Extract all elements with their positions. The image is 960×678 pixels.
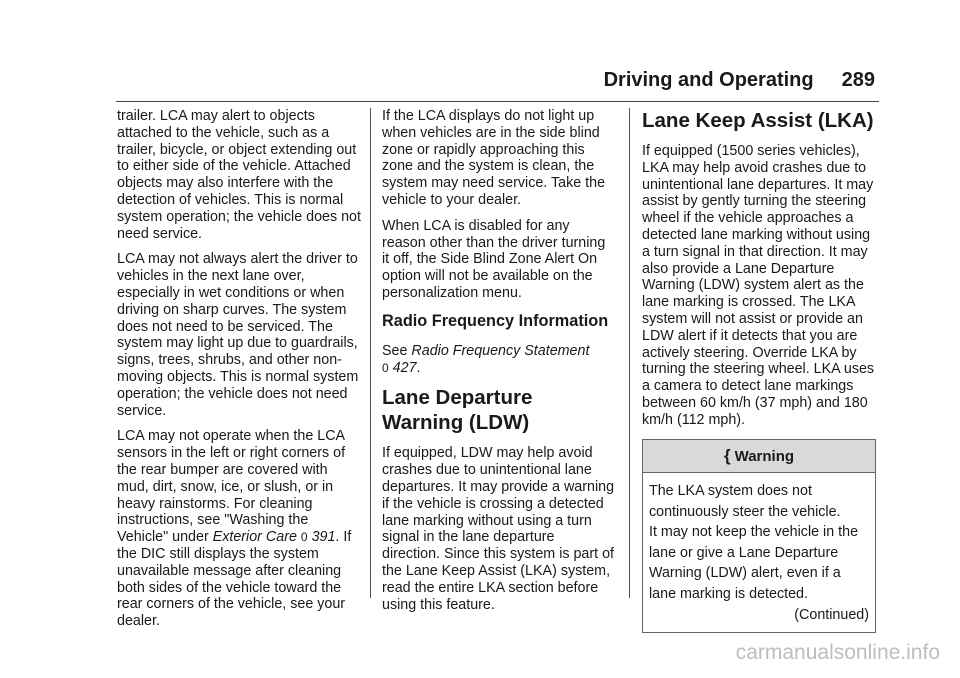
header-rule <box>116 101 879 102</box>
exterior-care-link[interactable]: Exterior Care <box>212 529 297 546</box>
warning-line: Warning (LDW) alert, even if a <box>649 565 841 582</box>
heading-line: Lane Departure <box>382 386 533 410</box>
warning-body <box>643 473 875 632</box>
warning-title: Warning <box>734 447 795 465</box>
warning-header <box>643 440 875 474</box>
section-title: Driving and Operating <box>603 69 814 91</box>
warning-icon: { <box>723 445 731 465</box>
heading-radio-frequency: Radio Frequency Information <box>382 311 609 330</box>
paragraph: trailer. LCA may alert to objects attached to the vehicle, such as a trailer, bicycle, or object extending out to either side of the vehicle. Attached objects may also interfere with the detection of vehicles. This is normal system operation; the vehicle does not need service. <box>117 108 361 242</box>
paragraph: See Radio Frequency Statement 0 427. <box>382 342 590 376</box>
text: . If the DIC still displays the system unavailable message after cleaning both sides of the vehicle toward the rear corners of the vehicle, see your dealer. <box>117 529 352 630</box>
warning-line: It may not keep the vehicle in the <box>649 524 859 541</box>
text: LCA may not operate when the LCA sensors in the left or right corners of the rear bumper are covered with mud, dirt, snow, ice, or slush, or in heavy rainstorms. For cleaning instructions, see "Washing the Vehicle" under <box>117 428 346 546</box>
watermark: carmanualsonline.info <box>735 641 940 664</box>
column-3 <box>642 108 879 633</box>
page-ref-icon: 0 <box>300 530 308 545</box>
heading-line: Warning (LDW) <box>382 411 530 435</box>
warning-line: continuously steer the vehicle. <box>649 503 841 520</box>
page-number: 289 <box>841 69 875 91</box>
text: See <box>382 342 412 359</box>
page-ref-number[interactable]: 427 <box>392 359 417 376</box>
page-header <box>604 69 875 92</box>
paragraph: If the LCA displays do not light up when vehicles are in the side blind zone or rapidly approaching this zone and the system is clean, the system may need service. Take the vehicle to your dealer. <box>382 108 606 208</box>
paragraph: If equipped, LDW may help avoid crashes due to unintentional lane departures. It may provide a warning if the vehicle is crossing a detected lane marking without using a turn signal in the lane departure direction. Since this system is part of the Lane Keep Assist (LKA) system, read the entire LKA section before using this feature. <box>382 445 615 613</box>
warning-line: lane or give a Lane Departure <box>649 544 839 561</box>
heading-ldw <box>382 385 616 435</box>
warning-line: lane marking is detected. <box>649 585 808 602</box>
paragraph: LCA may not always alert the driver to vehicles in the next lane over, especially in wet conditions or when driving on sharp curves. The system does not need to be serviced. The system may light up due to guardrails, signs, trees, shrubs, and other non-moving objects. This is normal system operation; the vehicle does not need service. <box>117 251 359 419</box>
column-divider-1 <box>370 108 371 598</box>
column-divider-2 <box>629 108 630 598</box>
page-ref-number[interactable]: 391 <box>311 529 336 546</box>
heading-lka: Lane Keep Assist (LKA) <box>642 109 874 132</box>
column-1 <box>117 108 362 639</box>
warning-line: The LKA system does not <box>649 483 812 500</box>
column-2 <box>382 108 616 622</box>
paragraph: If equipped (1500 series vehicles), LKA may help avoid crashes due to unintentional lane departures. It may assist by gently turning the steering wheel if the vehicle approaches a detected lane marking without using a turn signal in that direction. It may also provide a Lane Departure Warning (LDW) system alert as the lane marking is crossed. The LKA system will not assist or provide an LDW alert if it detects that you are actively steering. Override LKA by turning the steering wheel. LKA uses a camera to detect lane markings between 60 km/h (37 mph) and 180 km/h (112 mph). <box>642 143 875 428</box>
paragraph: When LCA is disabled for any reason other than the driver turning it off, the Side Blind Zone Alert On option will not be available on the personalization menu. <box>382 217 606 301</box>
radio-frequency-link[interactable]: Radio Frequency Statement <box>411 342 590 359</box>
continued-label: (Continued) <box>794 607 869 624</box>
paragraph <box>117 428 362 630</box>
page-ref-icon: 0 <box>382 360 389 375</box>
warning-box <box>642 439 876 633</box>
